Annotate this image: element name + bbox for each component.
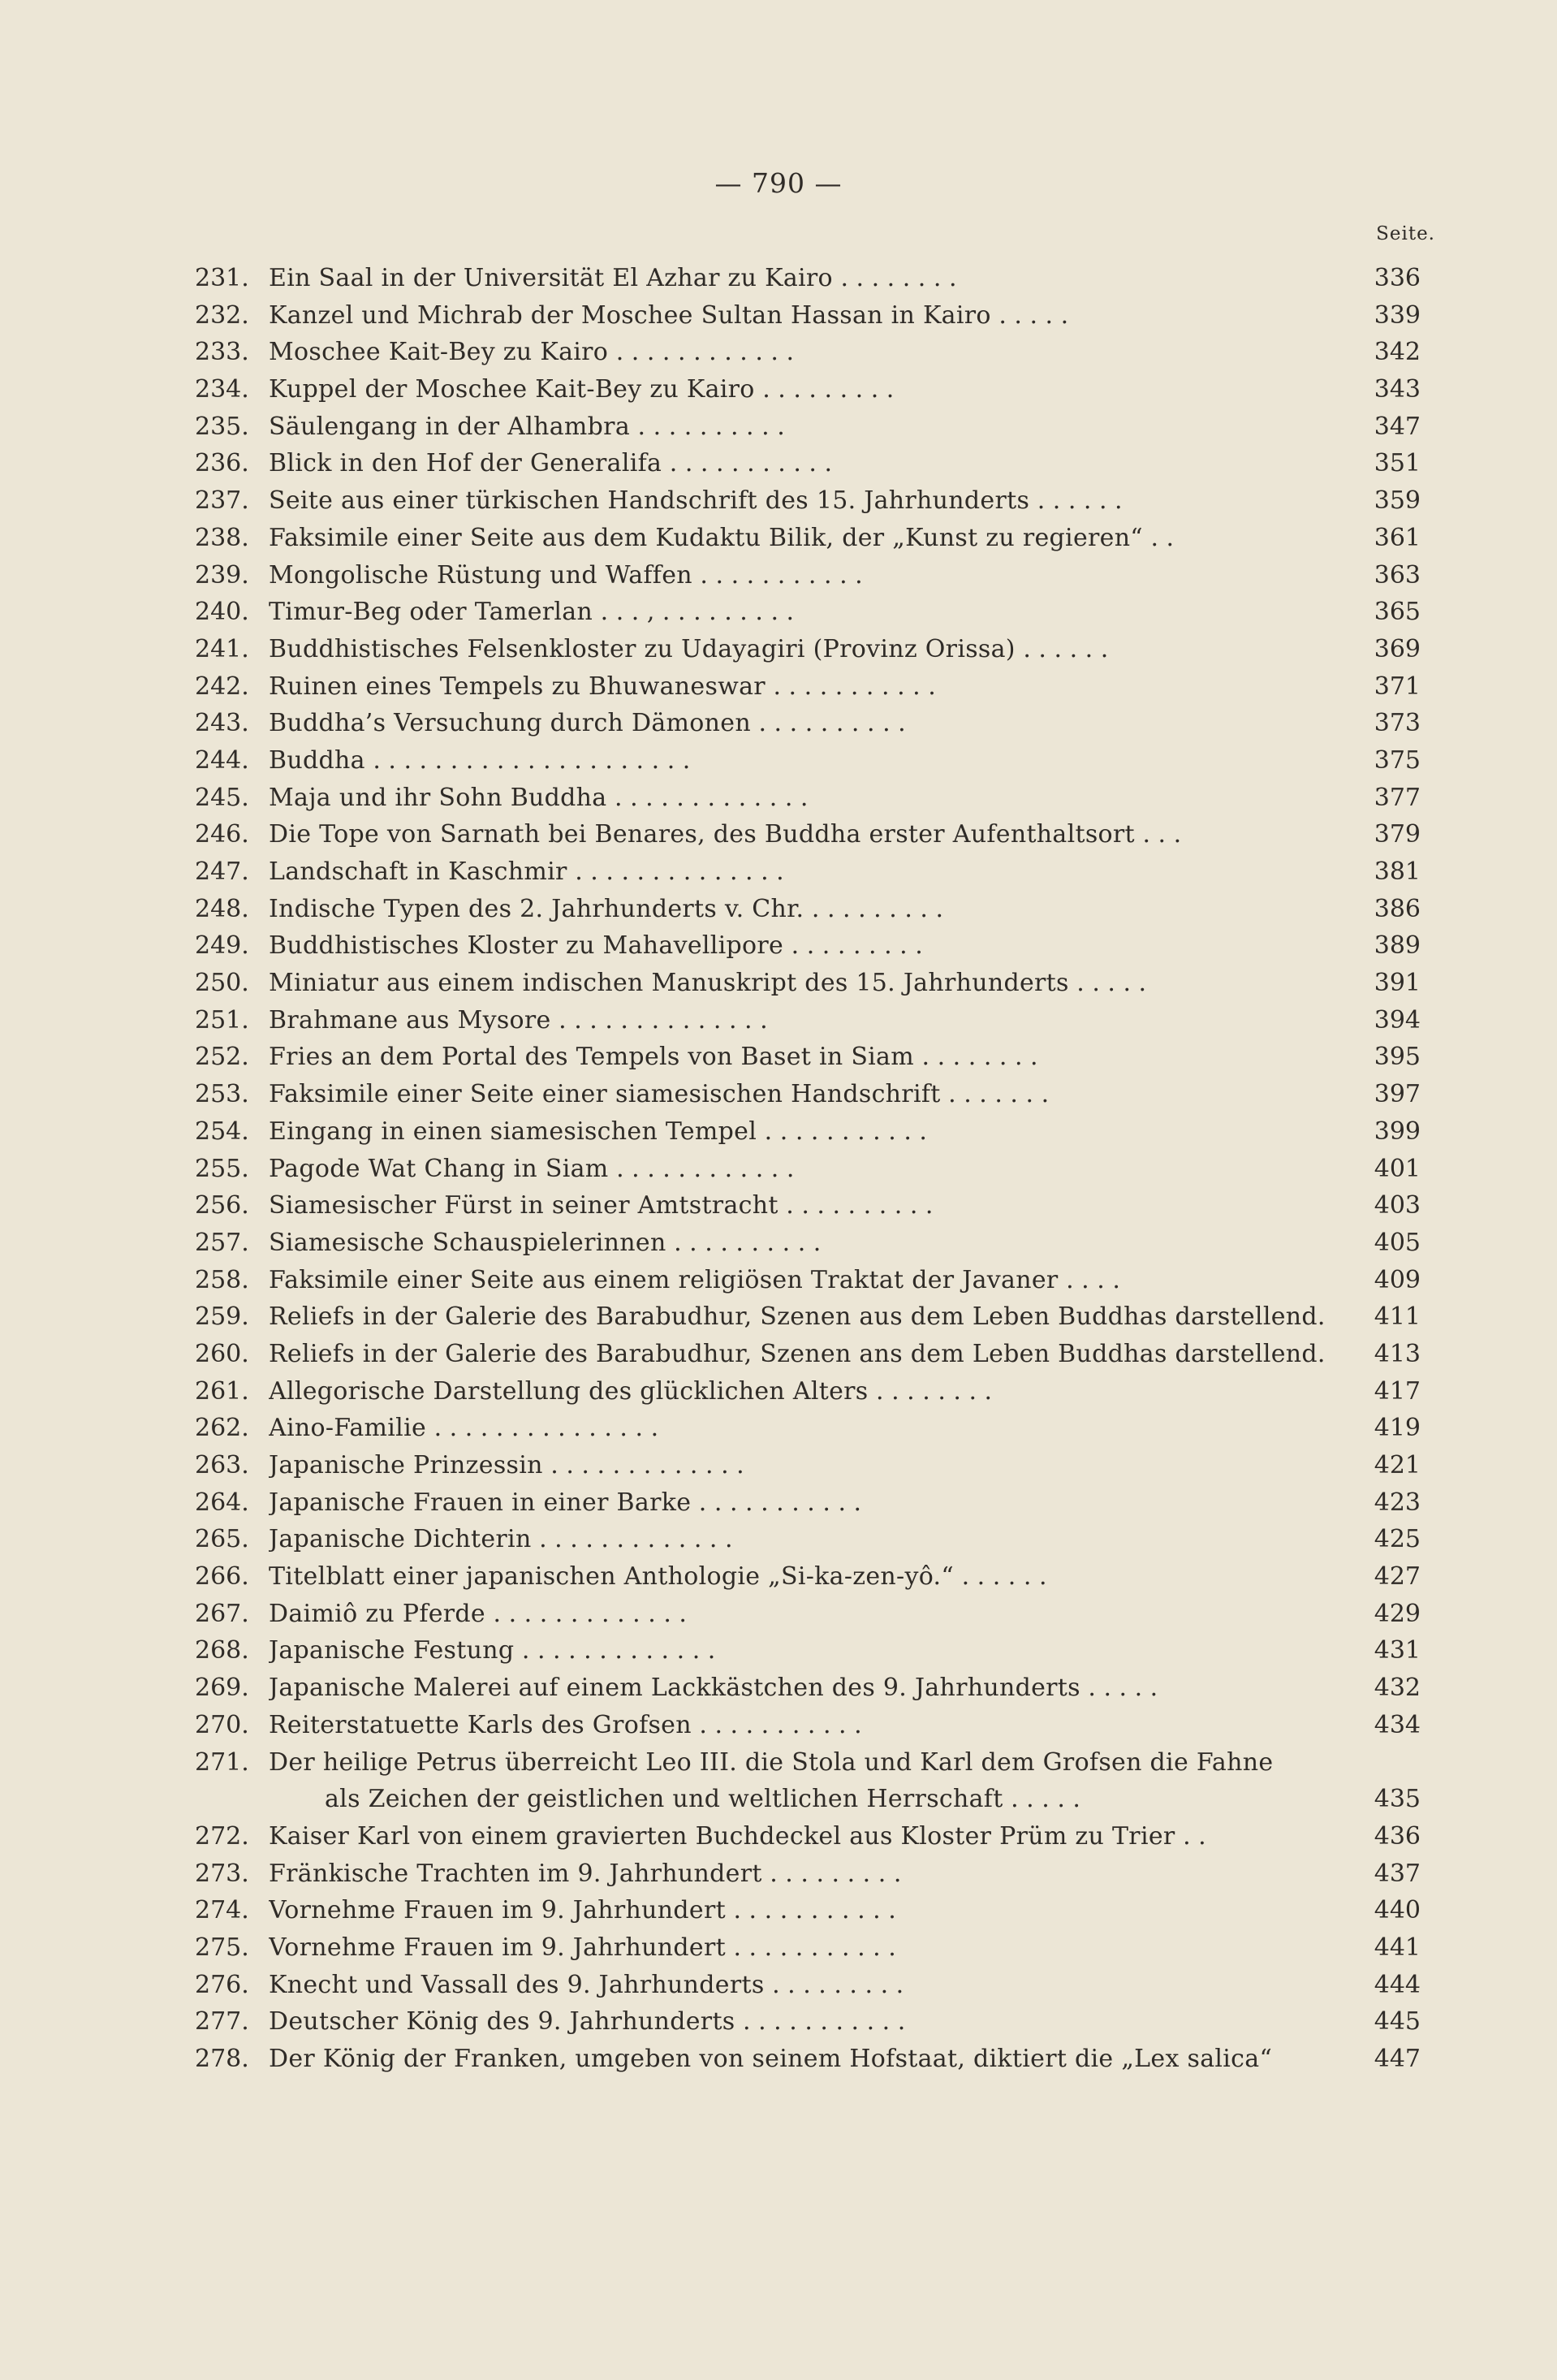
entry-title-text: Seite aus einer türkischen Handschrift des 15. Jahrhunderts [269,486,1030,516]
leader-dots: . . . . . . . . . . . . . [531,1525,733,1554]
list-item [0,1113,1557,1151]
leader-dots: . . . . . . . . . [764,1970,904,1999]
entry-title [269,1187,1365,1225]
entry-page-number: 389 [1374,931,1421,961]
entry-title-text: Pagode Wat Chang in Siam [269,1154,609,1183]
list-item [0,1225,1557,1262]
list-item [0,334,1557,371]
list-item [0,927,1557,965]
leader-dots: . . . . . [1003,1785,1080,1814]
entry-title [269,2003,1365,2041]
list-item [0,853,1557,891]
entry-number: 258. [195,1265,249,1294]
entry-title [269,1632,1365,1669]
leader-dots: . . . . . . . . . . . [725,1896,896,1925]
entry-title-text: Vornehme Frauen im 9. Jahrhundert [269,1933,726,1962]
entry-page-number: 386 [1374,894,1421,923]
entry-number: 267. [195,1599,249,1628]
entry-title [269,1039,1365,1076]
leader-dots: . . [1175,1821,1206,1851]
entry-title-text: Buddhistisches Felsenkloster zu Udayagiri (Provinz Orissa) [269,634,1016,663]
entry-page-number: 379 [1374,820,1421,849]
entry-title [269,1669,1365,1707]
entry-title-text: Japanische Festung [269,1636,515,1665]
entry-title [269,1151,1365,1188]
entry-page-number: 423 [1374,1488,1421,1517]
entry-number: 273. [195,1859,249,1888]
entry-title-text: Kanzel und Michrab der Moschee Sultan Hassan in Kairo [269,300,991,330]
list-item [0,557,1557,594]
entry-title [269,1484,1365,1522]
entry-number: 239. [195,560,249,590]
leader-dots: . . . . . . . . . . . . . [485,1599,687,1628]
leader-dots: . . . . . [1080,1674,1158,1703]
entry-page-number: 371 [1374,672,1421,701]
entry-title-text: Der heilige Petrus überreicht Leo III. die Stola und Karl dem Grofsen die Fahne [269,1747,1274,1777]
leader-dots: . . . , . . . . . . . . . [593,598,795,627]
list-item [0,594,1557,631]
list-item [0,1151,1557,1188]
entry-number: 264. [195,1488,249,1517]
entry-title [269,482,1365,520]
entry-title-text: Reliefs in der Galerie des Barabudhur, Szenen ans dem Leben Buddhas darstellend. [269,1339,1326,1368]
entry-title-text: Faksimile einer Seite aus dem Kudaktu Bilik, der „Kunst zu regieren“ [269,523,1143,552]
entry-number: 265. [195,1525,249,1554]
entry-number: 277. [195,2007,249,2037]
list-item [0,1039,1557,1076]
entry-number: 243. [195,709,249,738]
entry-page-number: 425 [1374,1525,1421,1554]
list-item [0,482,1557,520]
entry-title-text: Moschee Kait-Bey zu Kairo [269,338,609,367]
entry-number: 251. [195,1005,249,1035]
entry-number: 245. [195,783,249,812]
entry-number: 261. [195,1376,249,1406]
entry-number: 231. [195,264,249,292]
entry-page-number: 440 [1374,1896,1421,1925]
list-item [0,520,1557,557]
entry-title [269,1744,1365,1782]
entry-title-text: Aino-Familie [269,1414,427,1443]
entry-title [269,816,1365,853]
list-item [0,1855,1557,1893]
list-item [0,1892,1557,1929]
entry-title [269,1373,1365,1410]
entry-title-text: Faksimile einer Seite aus einem religiösen Traktat der Javaner [269,1265,1059,1294]
entry-title [269,1707,1365,1744]
leader-dots: . . . . . . . . . [804,894,943,923]
entry-title [269,1298,1365,1336]
entry-page-number: 401 [1374,1154,1421,1183]
entry-title-text: Reliefs in der Galerie des Barabudhur, Szenen aus dem Leben Buddhas darstellend. [269,1302,1326,1332]
list-item [0,965,1557,1002]
entry-title [269,1447,1365,1484]
list-item [0,816,1557,853]
list-item [0,1744,1557,1818]
entry-page-number: 397 [1374,1080,1421,1109]
entry-page-number: 395 [1374,1043,1421,1072]
list-item [0,891,1557,928]
leader-dots: . . . . . . . . . . . . . . . . . . . . . [364,745,691,775]
entry-title [269,853,1365,891]
leader-dots: . . . . . . [1015,634,1109,663]
entry-page-number: 361 [1374,523,1421,552]
entry-title [269,1410,1365,1447]
leader-dots: . . . . . . . . . . . [725,1933,896,1962]
entry-page-number: 359 [1374,486,1421,516]
entry-title-text: Buddhistisches Kloster zu Mahavellipore [269,931,784,961]
list-item [0,1632,1557,1669]
entry-title-text: Eingang in einen siamesischen Tempel [269,1117,757,1146]
entry-page-number: 399 [1374,1117,1421,1146]
entry-title-text: Mongolische Rüstung und Waffen [269,560,692,590]
entry-number: 247. [195,857,249,886]
list-item [0,1818,1557,1855]
entry-number: 268. [195,1636,249,1665]
entry-title [269,520,1365,557]
entry-page-number: 436 [1374,1821,1421,1851]
list-item [0,371,1557,408]
entry-title-text: Blick in den Hof der Generalifa [269,449,662,478]
leader-dots: . . . . . . . . . . . . . . . [426,1414,659,1443]
list-item [0,1298,1557,1336]
entry-page-number: 419 [1374,1414,1421,1443]
leader-dots: . . . . . . . . [868,1376,993,1406]
leader-dots: . . . . . . . . . . . [692,560,863,590]
entry-page-number: 405 [1374,1228,1421,1257]
entry-title [269,1558,1365,1596]
entry-page-number: 429 [1374,1599,1421,1628]
entry-title-text: Miniatur aus einem indischen Manuskript des 15. Jahrhunderts [269,969,1069,998]
entry-page-number: 427 [1374,1562,1421,1592]
leader-dots: . . . . . . . . . . . [735,2007,906,2037]
entry-title [269,631,1365,668]
entry-title-text: Fränkische Trachten im 9. Jahrhundert [269,1859,762,1888]
entry-number: 271. [195,1747,249,1777]
entry-title-text: Timur-Beg oder Tamerlan [269,598,593,627]
entry-number: 262. [195,1414,249,1443]
entry-number: 232. [195,300,249,330]
entry-page-number: 365 [1374,598,1421,627]
entry-number: 241. [195,634,249,663]
entry-title [269,927,1365,965]
entry-number: 234. [195,375,249,404]
entry-title [269,297,1365,335]
entry-title [269,1076,1365,1113]
entry-number: 238. [195,523,249,552]
entry-title [269,1818,1365,1855]
list-item [0,1336,1557,1373]
entry-title-text: Indische Typen des 2. Jahrhunderts v. Chr. [269,894,804,923]
leader-dots: . . . . . . . . . . . [691,1710,862,1739]
entry-title-text: Buddha’s Versuchung durch Dämonen [269,709,751,738]
entry-title [269,1336,1365,1373]
entry-title [269,1929,1365,1967]
leader-dots: . . . . . . . . . . [630,412,785,441]
entry-title [269,891,1365,928]
entry-title-text: Japanische Frauen in einer Barke [269,1488,692,1517]
entry-number: 257. [195,1228,249,1257]
entry-page-number: 336 [1374,264,1421,292]
list-item [0,2003,1557,2041]
leader-dots: . . . . [1058,1265,1120,1294]
entry-title-text: Knecht und Vassall des 9. Jahrhunderts [269,1970,765,1999]
leader-dots: . . . . . . . . . . . . . [514,1636,716,1665]
leader-dots: . . . . . . . . . [783,931,923,961]
entry-title-text: Daimiô zu Pferde [269,1599,485,1628]
entry-title [269,742,1365,780]
entry-page-number: 369 [1374,634,1421,663]
list-item [0,1669,1557,1707]
entry-title [269,1002,1365,1039]
entry-number: 254. [195,1117,249,1146]
entry-title-text: Kuppel der Moschee Kait-Bey zu Kairo [269,375,755,404]
leader-dots: . . . . . . . . . . . . . [542,1451,744,1479]
list-item [0,408,1557,446]
leader-dots: . . . . . [990,300,1069,330]
entry-page-number: 417 [1374,1376,1421,1406]
leader-dots: . . . . . . . . . . . . . . [567,857,784,886]
leader-dots: . . . [1134,820,1182,849]
leader-dots: . . . . . . . . . . . [765,672,936,701]
entry-number: 263. [195,1451,249,1479]
leader-dots: . . . . . . [954,1562,1047,1592]
entry-page-number: 413 [1374,1339,1421,1368]
list-item [0,631,1557,668]
list-item [0,1447,1557,1484]
list-item [0,705,1557,742]
entry-title-text: Säulengang in der Alhambra [269,412,631,441]
list-item [0,2041,1557,2078]
entry-page-number: 343 [1374,375,1421,404]
entry-title-text: Kaiser Karl von einem gravierten Buchdeckel aus Kloster Prüm zu Trier [269,1821,1175,1851]
leader-dots: . . . . . . . . . . . [662,449,833,478]
entry-title [269,1596,1365,1633]
leader-dots: . . . . . . . . . . . . . [606,783,809,812]
entry-title-text: Allegorische Darstellung des glücklichen Alters [269,1376,869,1406]
entry-page-number: 411 [1374,1302,1421,1332]
entry-page-number: 391 [1374,969,1421,998]
entry-page-number: 421 [1374,1451,1421,1479]
leader-dots: . . . . . . . . [914,1043,1038,1072]
entry-title [269,1113,1365,1151]
entry-title [269,2041,1365,2078]
entry-page-number: 435 [1374,1785,1421,1814]
list-item [0,1967,1557,2004]
entry-number: 250. [195,969,249,998]
entry-page-number: 347 [1374,412,1421,441]
leader-dots: . . . . . . . . . . . . [608,1154,795,1183]
entry-number: 252. [195,1043,249,1072]
entry-title-text: Ein Saal in der Universität El Azhar zu Kairo [269,264,833,292]
list-item [0,1929,1557,1967]
page-column-label: Seite. [1376,223,1435,244]
list-item [0,445,1557,482]
leader-dots: . . . . . [1068,969,1147,998]
entry-number: 255. [195,1154,249,1183]
entry-number: 274. [195,1896,249,1925]
entry-page-number: 445 [1374,2007,1421,2037]
entry-title-text: Japanische Prinzessin [269,1451,543,1479]
leader-dots: . . [1142,523,1175,552]
entry-title-text: Japanische Malerei auf einem Lackkästchen des 9. Jahrhunderts [269,1674,1080,1703]
leader-dots: . . . . . . . . . . . . . . [550,1005,768,1035]
list-item [0,742,1557,780]
entry-title-text: Buddha [269,745,365,775]
entry-number: 246. [195,820,249,849]
entry-title-text: Landschaft in Kaschmir [269,857,567,886]
list-item [0,1484,1557,1522]
entry-page-number: 432 [1374,1674,1421,1703]
list-item [0,1707,1557,1744]
entry-title [269,1262,1365,1299]
list-item [0,1187,1557,1225]
leader-dots: . . . . . . [1029,486,1123,516]
entry-title-text: Faksimile einer Seite einer siamesischen Handschrift [269,1080,941,1109]
entry-page-number: 437 [1374,1859,1421,1888]
entry-title [269,594,1365,631]
entry-number: 275. [195,1933,249,1962]
entry-page-number: 403 [1374,1191,1421,1220]
entry-number: 260. [195,1339,249,1368]
entry-page-number: 381 [1374,857,1421,886]
entry-number: 235. [195,412,249,441]
list-item [0,668,1557,706]
entry-page-number: 339 [1374,300,1421,330]
entry-title [269,1521,1365,1558]
entry-number: 233. [195,338,249,367]
entry-number: 266. [195,1562,249,1592]
entry-page-number: 409 [1374,1265,1421,1294]
list-item [0,260,1557,297]
leader-dots: . . . . . . . . [832,264,957,292]
entry-title-text: Brahmane aus Mysore [269,1005,551,1035]
entry-number: 236. [195,449,249,478]
entry-number: 272. [195,1821,249,1851]
leader-dots: . . . . . . . . . . . [757,1117,927,1146]
illustration-list [0,260,1557,2078]
leader-dots: . . . . . . . . . . [666,1228,822,1257]
entry-number: 269. [195,1674,249,1703]
entry-title-text: Fries an dem Portal des Tempels von Baset in Siam [269,1043,914,1072]
entry-number: 276. [195,1970,249,1999]
page-number: — 790 — [714,167,843,199]
entry-number: 249. [195,931,249,961]
entry-title [269,557,1365,594]
list-item [0,1596,1557,1633]
entry-page-number: 363 [1374,560,1421,590]
entry-title-text: Reiterstatuette Karls des Grofsen [269,1710,692,1739]
entry-page-number: 377 [1374,783,1421,812]
entry-title [269,445,1365,482]
entry-title-text: Der König der Franken, umgeben von seinem Hofstaat, diktiert die „Lex salica“ [269,2045,1273,2074]
list-item [0,1558,1557,1596]
entry-title [269,260,1365,297]
entry-page-number: 351 [1374,449,1421,478]
entry-title-text: Vornehme Frauen im 9. Jahrhundert [269,1896,726,1925]
entry-title [269,1225,1365,1262]
list-item [0,1076,1557,1113]
leader-dots: . . . . . . . [940,1080,1050,1109]
entry-title [269,408,1365,446]
entry-page-number: 444 [1374,1970,1421,1999]
entry-number: 242. [195,672,249,701]
entry-title [269,371,1365,408]
entry-page-number: 441 [1374,1933,1421,1962]
entry-number: 248. [195,894,249,923]
entry-title-text: Titelblatt einer japanischen Anthologie „Si-ka-zen-yô.“ [269,1562,955,1592]
leader-dots: . . . . . . . . . [761,1859,902,1888]
entry-number: 253. [195,1080,249,1109]
entry-number: 240. [195,598,249,627]
leader-dots: . . . . . . . . . . [778,1191,934,1220]
entry-page-number: 373 [1374,709,1421,738]
entry-title-text: Maja und ihr Sohn Buddha [269,783,607,812]
leader-dots: . . . . . . . . . [754,375,895,404]
entry-title-text: Ruinen eines Tempels zu Bhuwaneswar [269,672,766,701]
entry-title [269,1967,1365,2004]
entry-title [269,1892,1365,1929]
entry-title-text: Siamesischer Fürst in seiner Amtstracht [269,1191,778,1220]
list-item [0,297,1557,335]
entry-title-text: Siamesische Schauspielerinnen [269,1228,666,1257]
entry-page-number: 431 [1374,1636,1421,1665]
list-item [0,1002,1557,1039]
list-item [0,1373,1557,1410]
entry-page-number: 394 [1374,1005,1421,1035]
entry-title [269,1855,1365,1893]
entry-page-number: 447 [1374,2045,1421,2074]
entry-page-number: 375 [1374,745,1421,775]
list-item [0,780,1557,817]
entry-title-continuation [325,1781,1421,1818]
entry-title-continuation-text: als Zeichen der geistlichen und weltlichen Herrschaft [325,1785,1003,1814]
entry-number: 270. [195,1710,249,1739]
entry-title [269,668,1365,706]
entry-title [269,780,1365,817]
entry-number: 259. [195,1302,249,1332]
entry-title [269,334,1365,371]
list-item [0,1521,1557,1558]
entry-number: 237. [195,486,249,516]
leader-dots: . . . . . . . . . . . . [608,338,795,367]
entry-title-text: Japanische Dichterin [269,1525,532,1554]
entry-title [269,705,1365,742]
leader-dots: . . . . . . . . . . . [691,1488,862,1517]
entry-number: 244. [195,745,249,775]
list-item [0,1262,1557,1299]
entry-number: 256. [195,1191,249,1220]
leader-dots: . . . . . . . . . . [750,709,906,738]
entry-title [269,965,1365,1002]
entry-title-text: Die Tope von Sarnath bei Benares, des Buddha erster Aufenthaltsort [269,820,1135,849]
entry-title-text: Deutscher König des 9. Jahrhunderts [269,2007,735,2037]
entry-page-number: 342 [1374,338,1421,367]
entry-number: 278. [195,2045,249,2074]
entry-page-number: 434 [1374,1710,1421,1739]
list-item [0,1410,1557,1447]
